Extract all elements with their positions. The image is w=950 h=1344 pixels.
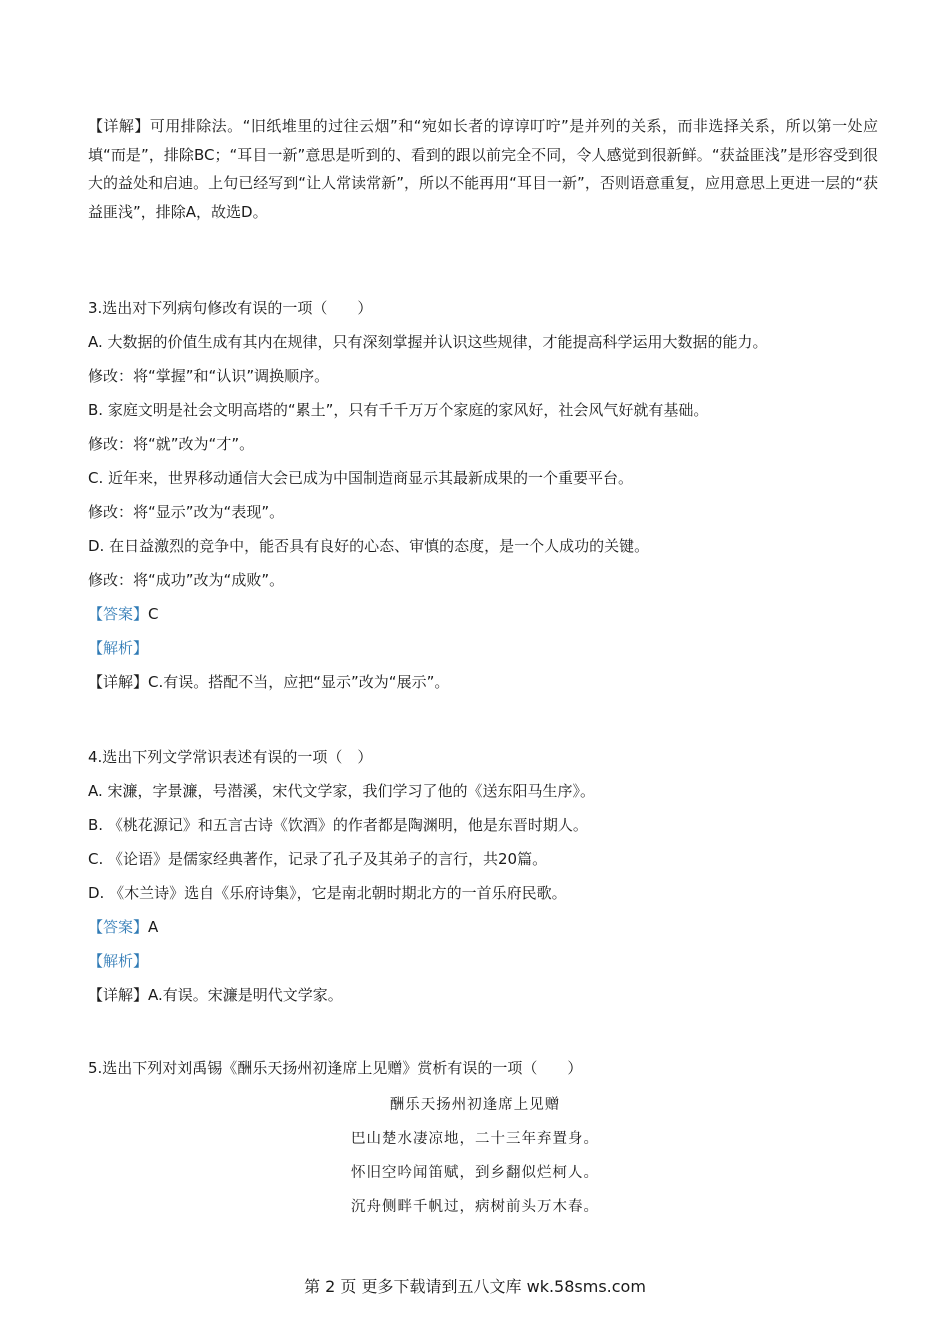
detail-text: C.有误。搭配不当，应把“显示”改为“展示”。 bbox=[148, 673, 450, 691]
question-3 bbox=[88, 298, 878, 692]
detail-line bbox=[88, 985, 878, 1005]
poem-line-1: 巴山楚水凄凉地，二十三年弃置身。 bbox=[351, 1131, 599, 1147]
answer-value: A bbox=[148, 918, 159, 936]
page-footer: 第 2 页 更多下载请到五八文库 wk.58sms.com bbox=[304, 1277, 646, 1296]
detail-text: 可用排除法。“旧纸堆里的过往云烟”和“宛如长者的谆谆叮咛”是并列的关系，而非选择关系，所以第一处应填“而是”，排除BC；“耳目一新”意思是听到的、看到的跟以前完全不同，令人感觉到很新鲜。“获益匪浅”是形容受到很大的益处和启迪。上句已经写到“让人常读常新”，所以不能再用“耳目一新”，否则语意重复，应用意思上更进一层的“获益匪浅”，排除A，故选D。 bbox=[88, 117, 878, 221]
answer-line bbox=[88, 604, 878, 624]
question-stem: 5.选出下列对刘禹锡《酬乐天扬州初逢席上见赠》赏析有误的一项（ ） bbox=[88, 1059, 583, 1077]
option-c-fix: 修改：将“显示”改为“表现”。 bbox=[88, 503, 285, 521]
analysis-line bbox=[88, 951, 878, 971]
detail-tag: 【详解】 bbox=[88, 117, 150, 135]
detail-line bbox=[88, 672, 878, 692]
option-c: C. 《论语》是儒家经典著作，记录了孔子及其弟子的言行，共20篇。 bbox=[88, 850, 548, 868]
answer-line bbox=[88, 917, 878, 937]
analysis-line bbox=[88, 638, 878, 658]
question-stem: 3.选出对下列病句修改有误的一项（ ） bbox=[88, 299, 373, 317]
q2-detail bbox=[88, 112, 878, 226]
answer-value: C bbox=[148, 605, 159, 623]
option-d-fix: 修改：将“成功”改为“成败”。 bbox=[88, 571, 285, 589]
option-d: D. 《木兰诗》选自《乐府诗集》，它是南北朝时期北方的一首乐府民歌。 bbox=[88, 884, 567, 902]
question-4 bbox=[88, 747, 878, 1005]
option-b-fix: 修改：将“就”改为“才”。 bbox=[88, 435, 255, 453]
option-b: B. 家庭文明是社会文明高塔的“累土”，只有千千万万个家庭的家风好，社会风气好就有基础。 bbox=[88, 401, 709, 419]
analysis-tag: 【解析】 bbox=[88, 639, 149, 657]
option-d: D. 在日益激烈的竞争中，能否具有良好的心态、审慎的态度，是一个人成功的关键。 bbox=[88, 537, 650, 555]
option-a-fix: 修改：将“掌握”和“认识”调换顺序。 bbox=[88, 367, 330, 385]
option-a: A. 大数据的价值生成有其内在规律，只有深刻掌握并认识这些规律，才能提高科学运用大数据的能力。 bbox=[88, 333, 768, 351]
detail-text: A.有误。宋濂是明代文学家。 bbox=[148, 986, 343, 1004]
detail-tag: 【详解】 bbox=[88, 986, 149, 1004]
poem-title: 酬乐天扬州初逢席上见赠 bbox=[389, 1097, 561, 1113]
question-5 bbox=[88, 1058, 878, 1078]
option-a: A. 宋濂，字景濂，号潜溪，宋代文学家，我们学习了他的《送东阳马生序》。 bbox=[88, 782, 596, 800]
question-stem: 4.选出下列文学常识表述有误的一项（ ） bbox=[88, 748, 373, 766]
answer-tag: 【答案】 bbox=[88, 918, 149, 936]
poem-line-2: 怀旧空吟闻笛赋，到乡翻似烂柯人。 bbox=[351, 1165, 599, 1181]
poem-line-3: 沉舟侧畔千帆过，病树前头万木春。 bbox=[351, 1199, 599, 1215]
analysis-tag: 【解析】 bbox=[88, 952, 149, 970]
detail-tag: 【详解】 bbox=[88, 673, 149, 691]
option-c: C. 近年来，世界移动通信大会已成为中国制造商显示其最新成果的一个重要平台。 bbox=[88, 469, 634, 487]
answer-tag: 【答案】 bbox=[88, 605, 149, 623]
option-b: B. 《桃花源记》和五言古诗《饮酒》的作者都是陶渊明，他是东晋时期人。 bbox=[88, 816, 588, 834]
